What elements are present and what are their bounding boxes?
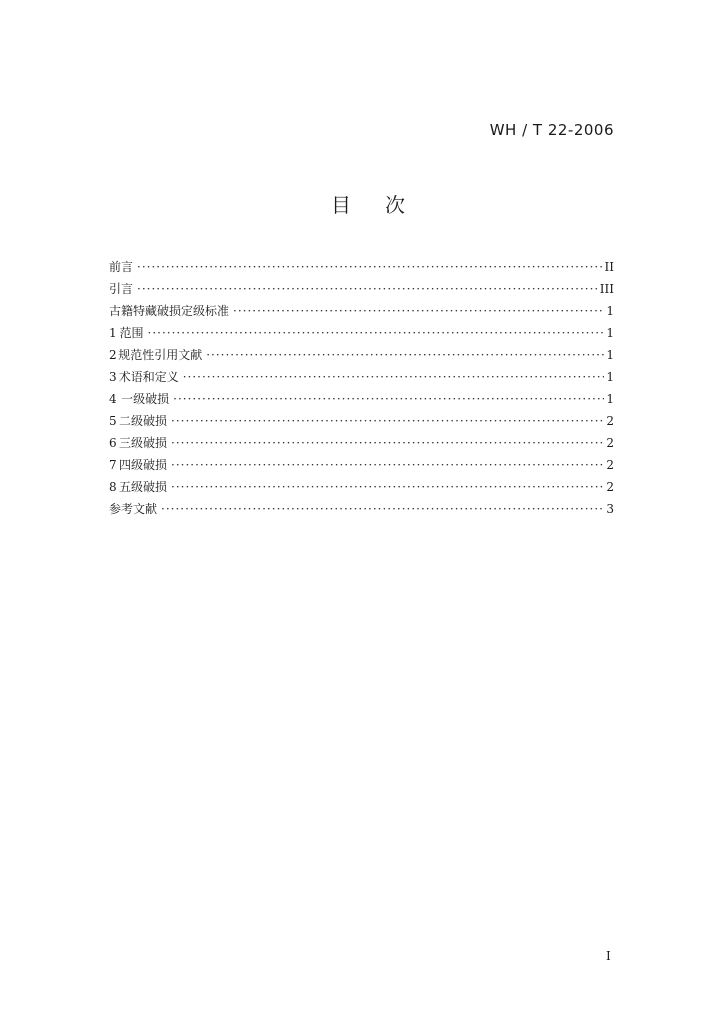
toc-entry-page: 2: [606, 414, 614, 428]
toc-leader-dots: [171, 476, 604, 498]
toc-entry-page: 1: [606, 304, 614, 318]
toc-entry-scope[interactable]: [109, 322, 614, 344]
toc-leader-dots: [206, 344, 604, 366]
toc-entry-label: 一级破损: [121, 392, 170, 406]
toc-entry-page: 3: [606, 502, 614, 516]
toc-entry-level-2-damage[interactable]: [109, 410, 614, 432]
toc-entry-label: 规范性引用文献: [118, 348, 203, 362]
toc-leader-dots: [137, 278, 598, 300]
toc-leader-dots: [171, 454, 604, 476]
toc-entry-number: 5: [109, 414, 117, 428]
toc-entry-page: II: [604, 260, 614, 274]
toc-entry-terms-definitions[interactable]: [109, 366, 614, 388]
toc-entry-label: 参考文献: [109, 502, 158, 516]
toc-entry-label: 引言: [109, 282, 134, 296]
toc-entry-page: 2: [606, 480, 614, 494]
toc-entry-label: 三级破损: [119, 436, 168, 450]
toc-entry-number: 3: [109, 370, 117, 384]
toc-entry-page: 1: [606, 326, 614, 340]
toc-leader-dots: [161, 498, 604, 520]
toc-leader-dots: [233, 300, 604, 322]
page-number: I: [606, 949, 611, 963]
standard-code: WH / T 22-2006: [489, 121, 614, 139]
toc-entry-number: 1: [109, 326, 117, 340]
toc-entry-label: 五级破损: [119, 480, 168, 494]
toc-entry-level-4-damage[interactable]: [109, 454, 614, 476]
toc-entry-page: 2: [606, 458, 614, 472]
toc-entry-bibliography[interactable]: [109, 498, 614, 520]
toc-leader-dots: [173, 388, 604, 410]
toc-entry-page: 1: [606, 392, 614, 406]
toc-entry-page: 1: [606, 370, 614, 384]
toc-entry-standard-title[interactable]: [109, 300, 614, 322]
toc-leader-dots: [137, 256, 603, 278]
toc-entry-label: 二级破损: [119, 414, 168, 428]
toc-leader-dots: [171, 410, 604, 432]
toc-entry-page: 1: [606, 348, 614, 362]
toc-entry-label: 前言: [109, 260, 134, 274]
toc-entry-number: 7: [109, 458, 117, 472]
toc-entry-label: 四级破损: [119, 458, 168, 472]
toc-entry-label: 术语和定义: [118, 370, 179, 384]
toc-entry-level-1-damage[interactable]: [109, 388, 614, 410]
toc-entry-number: 8: [109, 480, 117, 494]
toc-entry-number: 2: [109, 348, 117, 362]
toc-entry-number: 4: [109, 392, 117, 406]
toc-entry-page: 2: [606, 436, 614, 450]
toc-entry-level-5-damage[interactable]: [109, 476, 614, 498]
table-of-contents: [109, 256, 614, 520]
toc-entry-label: 古籍特藏破损定级标准: [109, 304, 230, 318]
toc-entry-foreword[interactable]: [109, 256, 614, 278]
toc-leader-dots: [171, 432, 604, 454]
toc-title: 目次: [331, 193, 439, 217]
toc-entry-introduction[interactable]: [109, 278, 614, 300]
toc-leader-dots: [183, 366, 604, 388]
toc-entry-normative-references[interactable]: [109, 344, 614, 366]
toc-entry-number: 6: [109, 436, 117, 450]
toc-leader-dots: [148, 322, 604, 344]
toc-entry-page: III: [599, 282, 614, 296]
toc-entry-label: 范围: [119, 326, 144, 340]
toc-entry-level-3-damage[interactable]: [109, 432, 614, 454]
